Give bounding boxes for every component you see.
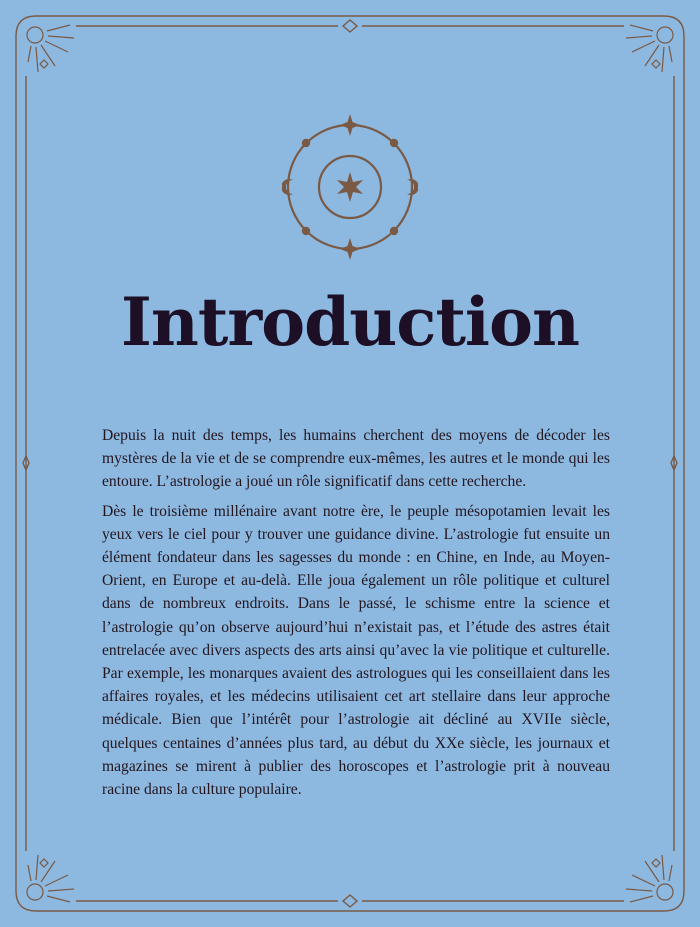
top-center-diamond-icon (343, 20, 357, 32)
corner-top-left-sunburst-icon (27, 25, 74, 72)
paragraph-1: Depuis la nuit des temps, les humains cherchent des moyens de décoder les mystères de la vie et de se comprendre eux-mêmes, les autres et le monde qui les entoure. L’astrologie a joué un rôle significatif dans cette recherche. (102, 427, 610, 491)
bottom-center-diamond-icon (343, 895, 357, 907)
corner-bottom-left-sunburst-icon (27, 855, 74, 902)
corner-top-right-sunburst-icon (626, 25, 673, 72)
page-title: Introduction (120, 283, 580, 361)
paragraph-2: Dès le troisième millénaire avant notre ère, le peuple mésopotamien levait les yeux vers le ciel pour y trouver une guidance divine. L’astrologie fut ensuite un élément fondateur dans les sagesses du monde : en Chine, en Inde, au Moyen-Orient, en Europe et au-delà. Elle joua également un rôle politique et culturel dans de nombreux endroits. Dans le passé, le schisme entre la science et l’astrologie qu’on observe aujourd’hui n’existait pas, et l’étude des astres était entrelacée avec divers aspects des arts ainsi qu’avec la vie politique et culturelle. Par exemple, les monarques avaient des astrologues qui les conseillaient dans les affaires royales, et les médecins utilisaient cet art stellaire dans leur approche médicale. Bien que l’intérêt pour l’astrologie ait décliné au XVIIe siècle, quelques centaines d’années plus tard, au début du XXe siècle, les journaux et magazines se mirent à publier des horoscopes et l’astrologie prit à nouveau racine dans la culture populaire. (102, 502, 610, 799)
corner-bottom-right-sunburst-icon (626, 855, 673, 902)
celestial-circle-star-icon (282, 112, 418, 260)
intro-body (102, 424, 610, 807)
